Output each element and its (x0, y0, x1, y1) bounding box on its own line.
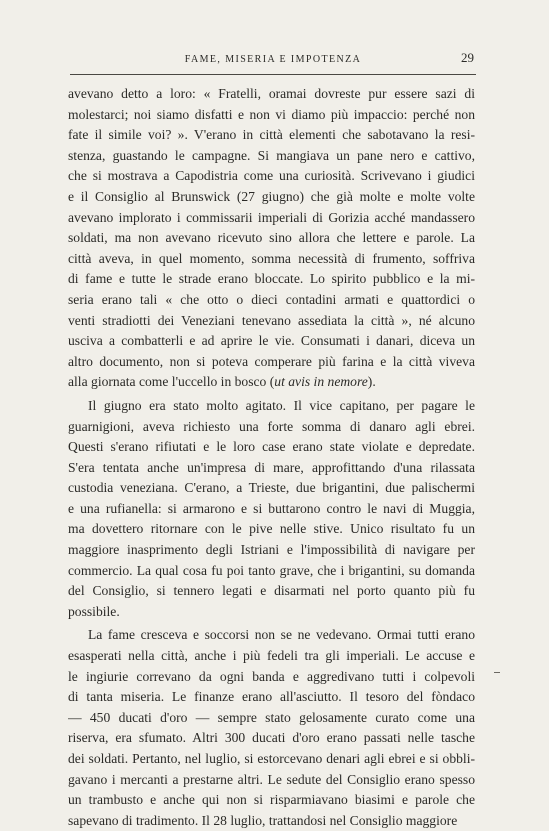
text-line: maggiore inasprimento degli Istriani e l'impossibilità di navigare per (68, 542, 475, 558)
body-text (68, 84, 475, 831)
text-line: Il giugno era stato molto agitato. Il vice capitano, per pagare le (88, 397, 475, 413)
text-line: gavano i mercanti a prestarne altri. Le sedute del Consiglio erano spesso (68, 771, 475, 787)
text-line: avevano implorato i commissarii imperiali di Gorizia acché mandassero (68, 209, 475, 225)
text-line: molestarci; noi siamo disfatti e non vi diamo più impaccio: perché non (68, 106, 475, 122)
text-line: possibile. (68, 603, 120, 619)
text-line: soldati, ma non avevano ricevuto sino allora che lettere e parole. La (68, 230, 475, 246)
text-line: — 450 ducati d'oro — sempre stato gelosamente curato come una (68, 709, 475, 725)
text-line: riserva, era sfumato. Altri 300 ducati d'oro erano passati nelle tasche (68, 730, 475, 746)
text-line: le ingiurie correvano da ogni banda e aggredivano tutti i colpevoli (68, 668, 475, 684)
text-line: Questi s'erano rifiutati e le loro case erano state violate e depredate. (68, 439, 475, 455)
page-number: 29 (461, 50, 474, 65)
text-line: fate il simile voi? ». V'erano in città elementi che sabotavano la resi- (68, 127, 475, 143)
text-line: alla giornata come l'uccello in bosco (ut avis in nemore). (68, 374, 376, 390)
text-line: del Consiglio, si tennero legati e disarmati nel porto quanto più fu (68, 583, 475, 599)
running-head (72, 52, 474, 68)
text-line: che si mostrava a Capodistria come una curiosità. Scrivevano i giudici (68, 168, 475, 184)
text-line: e il Consiglio al Brunswick (27 giugno) che già molte e molte volte (68, 188, 475, 204)
text-line: sapevano di tradimento. Il 28 luglio, trattandosi nel Consiglio maggiore (68, 812, 458, 828)
text-line: città aveva, in quel momento, somma necessità di frumento, soffriva (68, 250, 475, 266)
header-rule (70, 74, 476, 75)
text-line: guarnigioni, aveva richiesto una forte somma di danaro agli ebrei. (68, 418, 475, 434)
text-line: seria erano tali « che otto o dieci contadini armati e quattordici o (68, 291, 475, 307)
text-line: altro documento, non si poteva comperare più farina e la città viveva (68, 353, 475, 369)
text-line: commercio. La qual cosa fu poi tanto grave, che i brigantini, su domanda (68, 562, 475, 578)
text-line: dei soldati. Pertanto, nel luglio, si estorcevano denari agli ebrei e si obbli- (68, 751, 475, 766)
text-line: avevano detto a loro: « Fratelli, oramai dovreste pur essere sazi di (68, 86, 475, 101)
text-line: esasperati nella città, anche i più fedeli tra gli imperiali. Le accuse e (68, 648, 475, 664)
paragraph (68, 625, 475, 831)
text-line: stenza, guastando le campagne. Si mangiava un pane nero e cattivo, (68, 147, 475, 163)
text-line: custodia veneziana. C'erano, a Trieste, due brigantini, due palischermi (68, 480, 475, 496)
paragraph (68, 396, 475, 623)
text-line: di fame e tutte le strade erano bloccate. Lo spirito pubblico e la mi- (68, 271, 475, 287)
running-title: FAME, MISERIA E IMPOTENZA (184, 54, 362, 65)
paragraph (68, 84, 475, 393)
text-line: venti stradiotti dei Veneziani tenevano assediata la città », né alcuno (68, 312, 475, 328)
text-line: un trambusto e anche qui non si risparmiavano biasimi e parole che (68, 792, 475, 808)
text-line: usciva a combatterli e ad aprire le vie. Consumati i danari, diceva un (68, 333, 475, 349)
text-line: S'era tentata anche un'impresa di mare, approfittando d'una rilassata (68, 459, 475, 475)
text-line: e una rufianella: si armarono e si buttarono contro le navi di Muggia, (68, 500, 475, 516)
text-line: ma dovettero ritornare con le pive nelle stive. Unico risultato fu un (68, 521, 475, 537)
text-line: di tanta miseria. Le finanze erano all'asciutto. Il tesoro del fòndaco (68, 689, 475, 705)
text-line: La fame cresceva e soccorsi non se ne vedevano. Ormai tutti erano (88, 627, 475, 643)
margin-mark (494, 672, 500, 673)
